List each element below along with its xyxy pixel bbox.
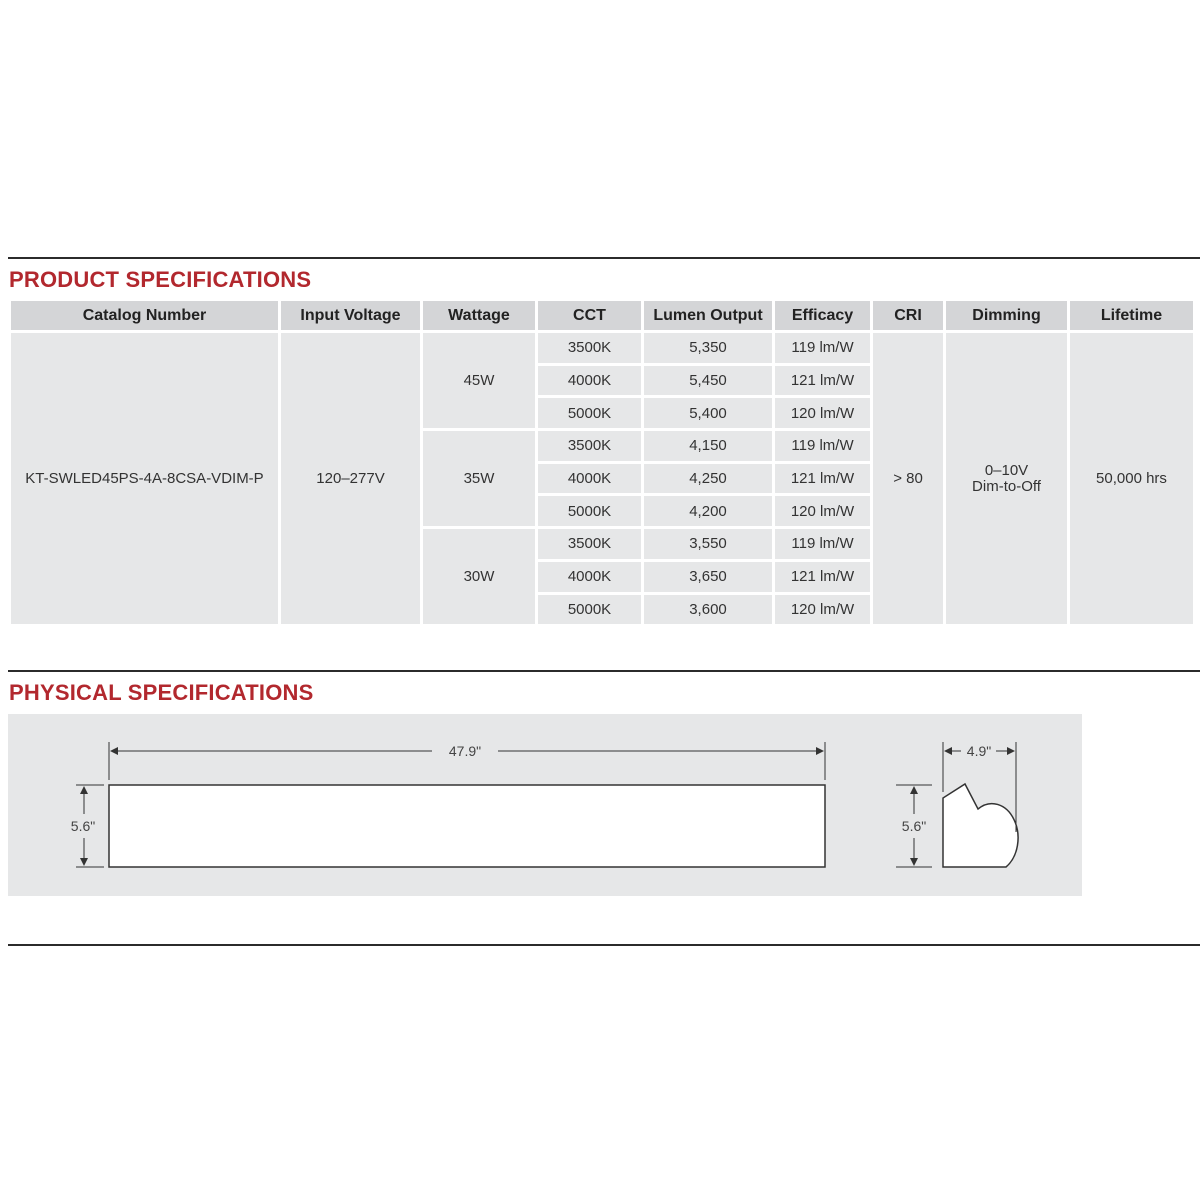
- efficacy-cell: 119 lm/W: [775, 333, 870, 363]
- wattage-cell: 35W: [423, 431, 535, 526]
- col-header-efficacy: Efficacy: [775, 301, 870, 330]
- lumen-cell: 4,250: [644, 464, 772, 494]
- col-header-lumens: Lumen Output: [644, 301, 772, 330]
- col-header-wattage: Wattage: [423, 301, 535, 330]
- col-header-dimming: Dimming: [946, 301, 1067, 330]
- header-row: [11, 301, 1193, 330]
- input-voltage: 120–277V: [281, 333, 420, 624]
- lumen-cell: 5,350: [644, 333, 772, 363]
- wattage-cell: 30W: [423, 529, 535, 624]
- side-view: [896, 742, 1018, 867]
- dimension-drawing: [8, 714, 1082, 896]
- efficacy-cell: 121 lm/W: [775, 464, 870, 494]
- bottom-divider: [8, 944, 1200, 946]
- efficacy-cell: 121 lm/W: [775, 366, 870, 396]
- physical-specs-title: PHYSICAL SPECIFICATIONS: [9, 680, 314, 705]
- cct-cell: 5000K: [538, 398, 641, 428]
- col-header-cct: CCT: [538, 301, 641, 330]
- cct-cell: 3500K: [538, 529, 641, 559]
- cct-cell: 4000K: [538, 366, 641, 396]
- dimming-line-1: 0–10V: [984, 461, 1029, 479]
- efficacy-cell: 120 lm/W: [775, 496, 870, 526]
- lumen-cell: 3,650: [644, 562, 772, 592]
- col-header-catalog: Catalog Number: [11, 301, 278, 330]
- product-specs-title: PRODUCT SPECIFICATIONS: [9, 267, 312, 292]
- lumen-cell: 5,400: [644, 398, 772, 428]
- col-header-voltage: Input Voltage: [281, 301, 420, 330]
- top-divider: [8, 257, 1200, 259]
- fixture-side-outline: [943, 784, 1018, 867]
- front-view: [71, 742, 825, 867]
- table-row: [11, 333, 1193, 363]
- side-depth-label: 4.9": [966, 743, 992, 759]
- lumen-cell: 5,450: [644, 366, 772, 396]
- catalog-number: KT-SWLED45PS-4A-8CSA-VDIM-P: [11, 333, 278, 624]
- efficacy-cell: 120 lm/W: [775, 398, 870, 428]
- wattage-cell: 45W: [423, 333, 535, 428]
- dimming-line-2: Dim-to-Off: [972, 477, 1041, 495]
- efficacy-cell: 119 lm/W: [775, 529, 870, 559]
- lumen-cell: 4,200: [644, 496, 772, 526]
- middle-divider: [8, 670, 1200, 672]
- efficacy-cell: 119 lm/W: [775, 431, 870, 461]
- efficacy-cell: 121 lm/W: [775, 562, 870, 592]
- cct-cell: 3500K: [538, 333, 641, 363]
- front-height-label: 5.6": [70, 818, 96, 834]
- col-header-cri: CRI: [873, 301, 943, 330]
- lumen-cell: 4,150: [644, 431, 772, 461]
- cct-cell: 4000K: [538, 464, 641, 494]
- efficacy-cell: 120 lm/W: [775, 595, 870, 625]
- cri-value: > 80: [873, 333, 943, 624]
- lifetime-value: 50,000 hrs: [1070, 333, 1193, 624]
- physical-specs-panel: [8, 714, 1082, 896]
- side-height-label: 5.6": [901, 818, 927, 834]
- lumen-cell: 3,550: [644, 529, 772, 559]
- cct-cell: 5000K: [538, 595, 641, 625]
- fixture-front-outline: [109, 785, 825, 867]
- col-header-lifetime: Lifetime: [1070, 301, 1193, 330]
- cct-cell: 5000K: [538, 496, 641, 526]
- cct-cell: 3500K: [538, 431, 641, 461]
- cct-cell: 4000K: [538, 562, 641, 592]
- lumen-cell: 3,600: [644, 595, 772, 625]
- product-specs-table: [8, 298, 1196, 627]
- front-width-label: 47.9": [448, 743, 482, 759]
- dimming-value: [946, 333, 1067, 624]
